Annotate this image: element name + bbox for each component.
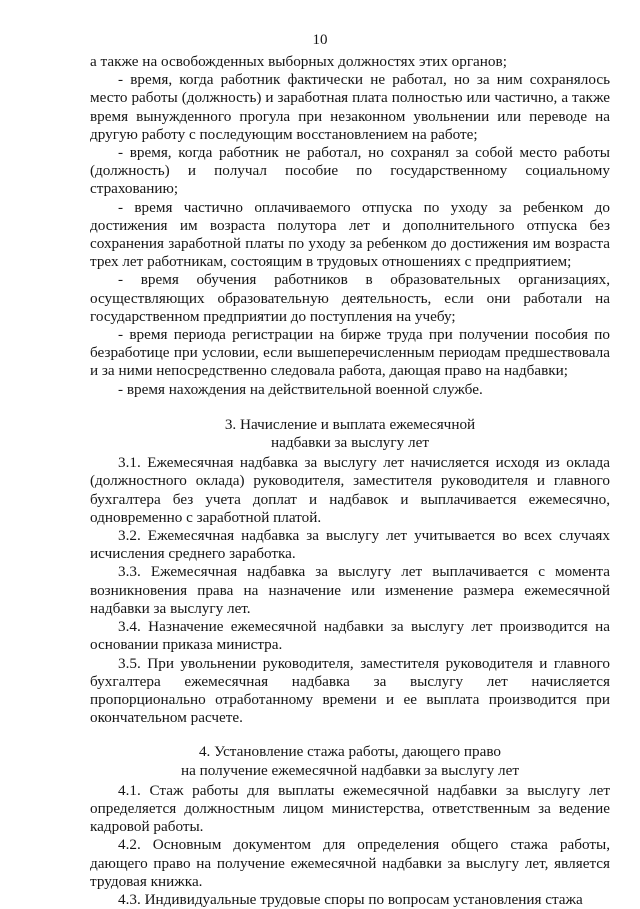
list-item-5: - время периода регистрации на бирже труда при получении пособия по безработице при условии, если вышеперечисленным периодам предшествовала и за ними непосредственно следовала работа, дающая право на надбавки; — [90, 326, 610, 380]
section-3-title-line2: надбавки за выслугу лет — [271, 434, 429, 452]
paragraph-4-3: 4.3. Индивидуальные трудовые споры по вопросам установления стажа — [118, 890, 583, 908]
list-item-6: - время нахождения на действительной военной службе. — [118, 380, 483, 398]
paragraph-3-3: 3.3. Ежемесячная надбавка за выслугу лет выплачивается с момента возникновения права на назначение или изменение размера ежемесячной надбавки за выслугу лет. — [90, 563, 610, 617]
section-4-title-line2: на получение ежемесячной надбавки за выслугу лет — [181, 761, 519, 779]
paragraph-3-4: 3.4. Назначение ежемесячной надбавки за выслугу лет производится на основании приказа министра. — [90, 618, 610, 654]
intro-continuation: а также на освобожденных выборных должностях этих органов; — [90, 53, 507, 70]
section-3-title-line1: 3. Начисление и выплата ежемесячной — [224, 415, 476, 433]
list-item-1: - время, когда работник фактически не работал, но за ним сохранялось место работы (должность) и заработная плата полностью или частично, а также время вынужденного прогула при незаконном увольнении или переводе на другую работу с последующим восстановлением на работе; — [90, 71, 610, 143]
paragraph-3-5: 3.5. При увольнении руководителя, заместителя руководителя и главного бухгалтера ежемесячная надбавка за выслугу лет начисляется пропорционально отработанному времени и ее выплата производится при окончательном расчете. — [90, 654, 610, 727]
paragraph-4-1: 4.1. Стаж работы для выплаты ежемесячной надбавки за выслугу лет определяется должностным лицом министерства, ответственным за ведение кадровой работы. — [90, 781, 610, 836]
paragraph-4-2: 4.2. Основным документом для определения общего стажа работы, дающего право на получение ежемесячной надбавки за выслугу лет, является трудовая книжка. — [90, 836, 610, 890]
paragraph-3-1: 3.1. Ежемесячная надбавка за выслугу лет начисляется исходя из оклада (должностного оклада) руководителя, заместителя руководителя и главного бухгалтера без учета доплат и надбавок и выплачивается ежемесячно, одновременно с заработной платой. — [90, 454, 610, 526]
list-item-4: - время обучения работников в образовательных организациях, осуществляющих образовательную деятельность, если они работали на государственном предприятии до поступления на учебу; — [90, 271, 610, 325]
section-4-title-line1: 4. Установление стажа работы, дающего право — [198, 743, 502, 761]
list-item-2: - время, когда работник не работал, но сохранял за собой место работы (должность) и получал пособие по государственному социальному страхованию; — [90, 144, 610, 198]
section-3-heading — [90, 416, 610, 452]
section-4-heading — [90, 743, 610, 779]
list-item-3: - время частично оплачиваемого отпуска по уходу за ребенком до достижения им возраста полутора лет и дополнительного отпуска без сохранения заработной платы по уходу за ребенком до достижения им возраста трех лет работникам, состоящим в трудовых отношениях с предприятием; — [90, 198, 610, 271]
document-body — [90, 53, 610, 909]
paragraph-3-2: 3.2. Ежемесячная надбавка за выслугу лет учитывается во всех случаях исчисления среднего заработка. — [90, 527, 610, 563]
page-number: 10 — [312, 32, 328, 48]
